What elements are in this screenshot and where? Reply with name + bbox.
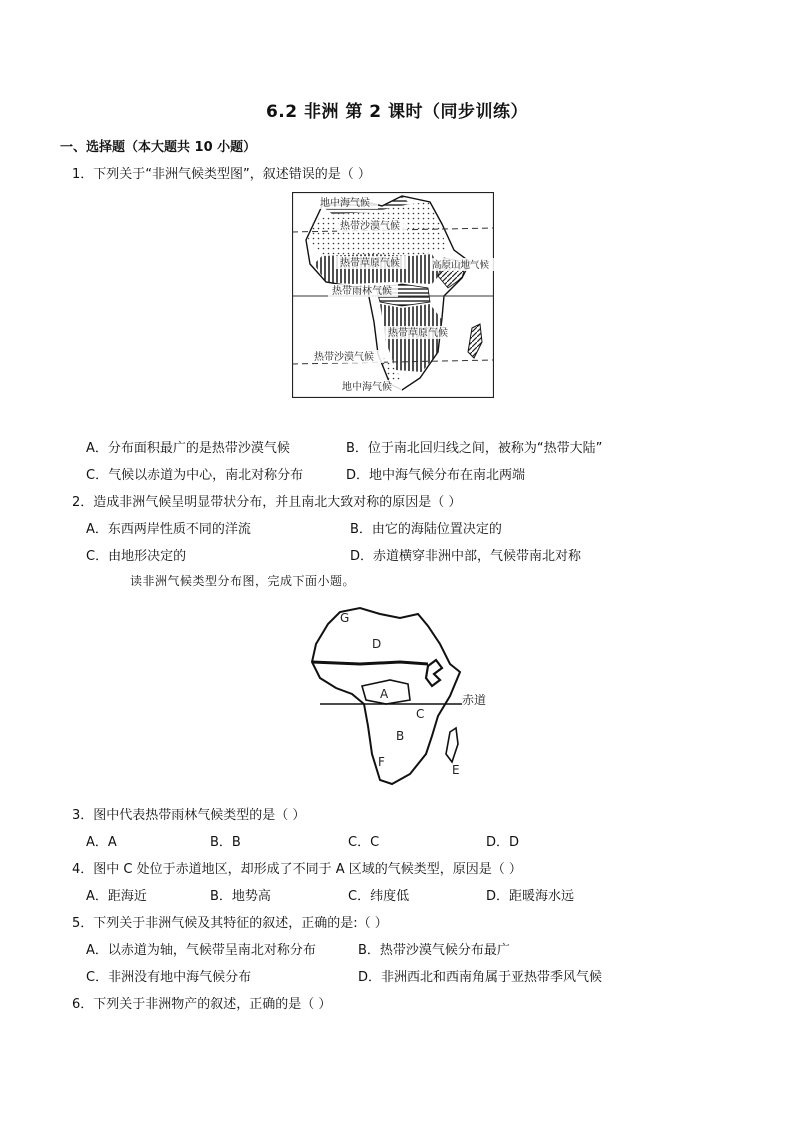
question-1-option-d: D．地中海气候分布在南北两端: [346, 468, 526, 483]
section-heading: 一、选择题（本大题共 10 小题）: [60, 140, 257, 155]
question-5-option-b: B．热带沙漠气候分布最广: [358, 943, 510, 958]
question-2-option-c: C．由地形决定的: [86, 549, 187, 564]
question-4-option-d: D．距暖海水远: [486, 889, 575, 904]
question-2-option-a: A．东西两岸性质不同的洋流: [86, 522, 251, 537]
map2-label-g: G: [340, 611, 350, 625]
question-2-option-b: B．由它的海陆位置决定的: [350, 522, 502, 537]
question-3-option-c: C．C: [348, 835, 380, 850]
map2-label-a: A: [380, 687, 389, 701]
question-5-stem: 5．下列关于非洲气候及其特征的叙述，正确的是:（ ）: [72, 916, 388, 931]
question-1-option-b: B．位于南北回归线之间，被称为“热带大陆”: [346, 441, 603, 456]
question-2-option-d: D．赤道横穿非洲中部，气候带南北对称: [350, 549, 582, 564]
map1-label-highland: 高原山地气候: [432, 260, 490, 271]
map1-label-savanna-north: 热带草原气候: [340, 258, 400, 269]
question-6-stem: 6．下列关于非洲物产的叙述，正确的是（ ）: [72, 997, 332, 1012]
map1-label-desert-south: 热带沙漠气候: [314, 352, 374, 363]
question-1-option-c: C．气候以赤道为中心，南北对称分布: [86, 468, 304, 483]
question-1-option-a: A．分布面积最广的是热带沙漠气候: [86, 441, 290, 456]
question-4-stem: 4．图中 C 处位于赤道地区，却形成了不同于 A 区域的气候类型，原因是（ ）: [72, 862, 522, 877]
map2-instruction: 读非洲气候类型分布图，完成下面小题。: [130, 574, 356, 588]
question-1-stem: 1．下列关于“非洲气候类型图”，叙述错误的是（ ）: [72, 167, 371, 182]
map1-label-mediterranean-south: 地中海气候: [342, 382, 392, 393]
map2-label-e: E: [452, 763, 460, 777]
climate-map-2: [300, 604, 500, 790]
question-5-option-a: A．以赤道为轴，气候带呈南北对称分布: [86, 943, 316, 958]
map2-label-d: D: [372, 637, 382, 651]
madagascar-2: [446, 728, 458, 762]
question-4-option-b: B．地势高: [210, 889, 271, 904]
map1-label-savanna-south: 热带草原气候: [388, 328, 448, 339]
question-4-option-a: A．距海近: [86, 889, 147, 904]
page-title: 6.2 非洲 第 2 课时（同步训练）: [265, 102, 529, 122]
map2-label-f: F: [378, 755, 385, 769]
question-3-option-d: D．D: [486, 835, 520, 850]
map2-label-equator: 赤道: [462, 693, 487, 707]
climate-map-1: [292, 192, 494, 398]
desert-boundary: [312, 662, 428, 664]
map1-label-mediterranean-north: 地中海气候: [320, 198, 370, 209]
map2-label-c: C: [416, 707, 425, 721]
question-5-option-d: D．非洲西北和西南角属于亚热带季风气候: [358, 970, 603, 985]
question-5-option-c: C．非洲没有地中海气候分布: [86, 970, 252, 985]
map1-label-desert-north: 热带沙漠气候: [340, 221, 400, 232]
question-3-option-a: A．A: [86, 835, 117, 850]
question-3-option-b: B．B: [210, 835, 241, 850]
map2-label-b: B: [396, 729, 405, 743]
question-3-stem: 3．图中代表热带雨林气候类型的是（ ）: [72, 808, 306, 823]
map1-label-rainforest: 热带雨林气候: [332, 286, 392, 297]
question-2-stem: 2．造成非洲气候呈明显带状分布，并且南北大致对称的原因是（ ）: [72, 495, 462, 510]
question-4-option-c: C．纬度低: [348, 889, 410, 904]
